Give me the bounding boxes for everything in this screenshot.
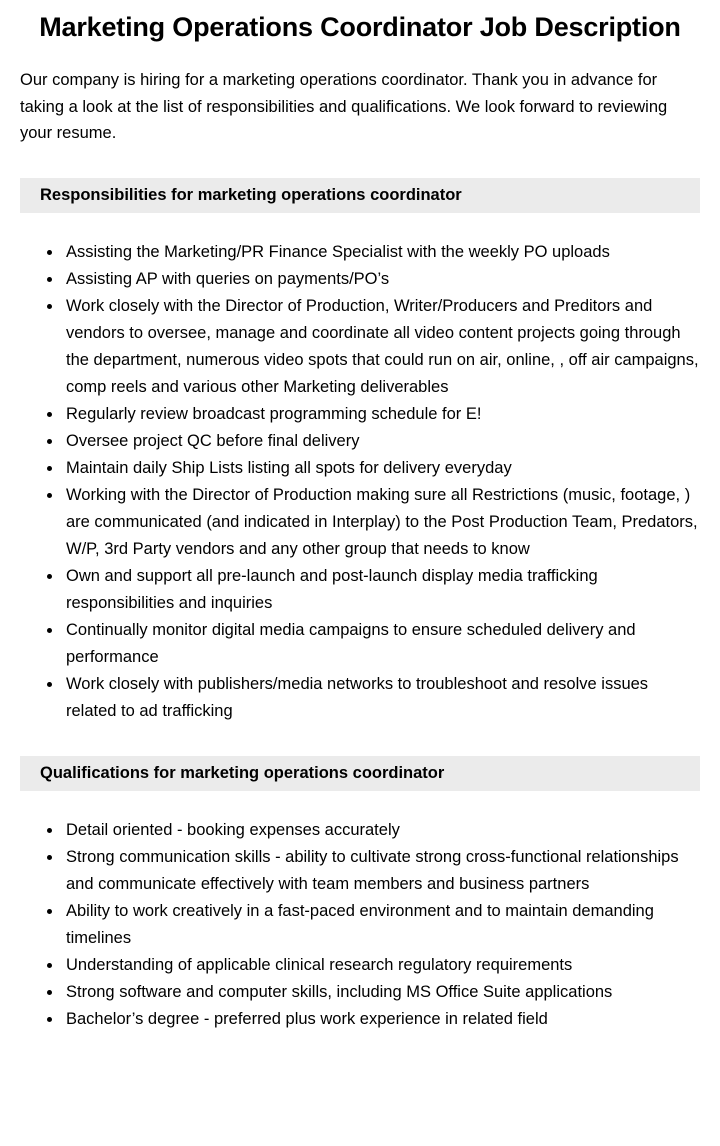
list-item: • Continually monitor digital media campaigns to ensure scheduled delivery and performance — [63, 617, 700, 671]
page-title: Marketing Operations Coordinator Job Description — [39, 12, 681, 42]
list-item: • Strong software and computer skills, including MS Office Suite applications — [63, 979, 700, 1006]
list-item: • Strong communication skills - ability to cultivate strong cross-functional relationships and communicate effectively with team members and business partners — [63, 844, 700, 898]
list-item: • Work closely with the Director of Production, Writer/Producers and Preditors and vendors to oversee, manage and coordinate all video content projects going through the department, numerous video spots that could run on air, online, , off air campaigns, comp reels and various other Marketing deliverables — [63, 293, 700, 401]
list-item: • Ability to work creatively in a fast-paced environment and to maintain demanding timelines — [63, 898, 700, 952]
list-item: • Regularly review broadcast programming schedule for E! — [63, 401, 700, 428]
list-item: • Working with the Director of Production making sure all Restrictions (music, footage, ) are communicated (and indicated in Interplay) to the Post Production Team, Predators, W/P, 3rd Party vendors and any other group that needs to know — [63, 482, 700, 563]
section-header-qualifications: Qualifications for marketing operations coordinator — [20, 756, 700, 791]
list-item: • Work closely with publishers/media networks to troubleshoot and resolve issues related to ad trafficking — [63, 671, 700, 725]
list-item: • Bachelor’s degree - preferred plus work experience in related field — [63, 1006, 700, 1033]
section-header-responsibilities: Responsibilities for marketing operations coordinator — [20, 178, 700, 213]
list-item: • Oversee project QC before final delivery — [63, 428, 700, 455]
list-item: • Assisting AP with queries on payments/PO’s — [63, 266, 700, 293]
list-item: • Detail oriented - booking expenses accurately — [63, 817, 700, 844]
responsibilities-list — [20, 239, 700, 725]
list-item: • Own and support all pre-launch and post-launch display media trafficking responsibilities and inquiries — [63, 563, 700, 617]
qualifications-list — [20, 817, 700, 1033]
list-item: • Maintain daily Ship Lists listing all spots for delivery everyday — [63, 455, 700, 482]
list-item: • Understanding of applicable clinical research regulatory requirements — [63, 952, 700, 979]
list-item: • Assisting the Marketing/PR Finance Specialist with the weekly PO uploads — [63, 239, 700, 266]
intro-paragraph: Our company is hiring for a marketing operations coordinator. Thank you in advance for taking a look at the list of responsibilities and qualifications. We look forward to reviewing your resume. — [20, 71, 668, 142]
